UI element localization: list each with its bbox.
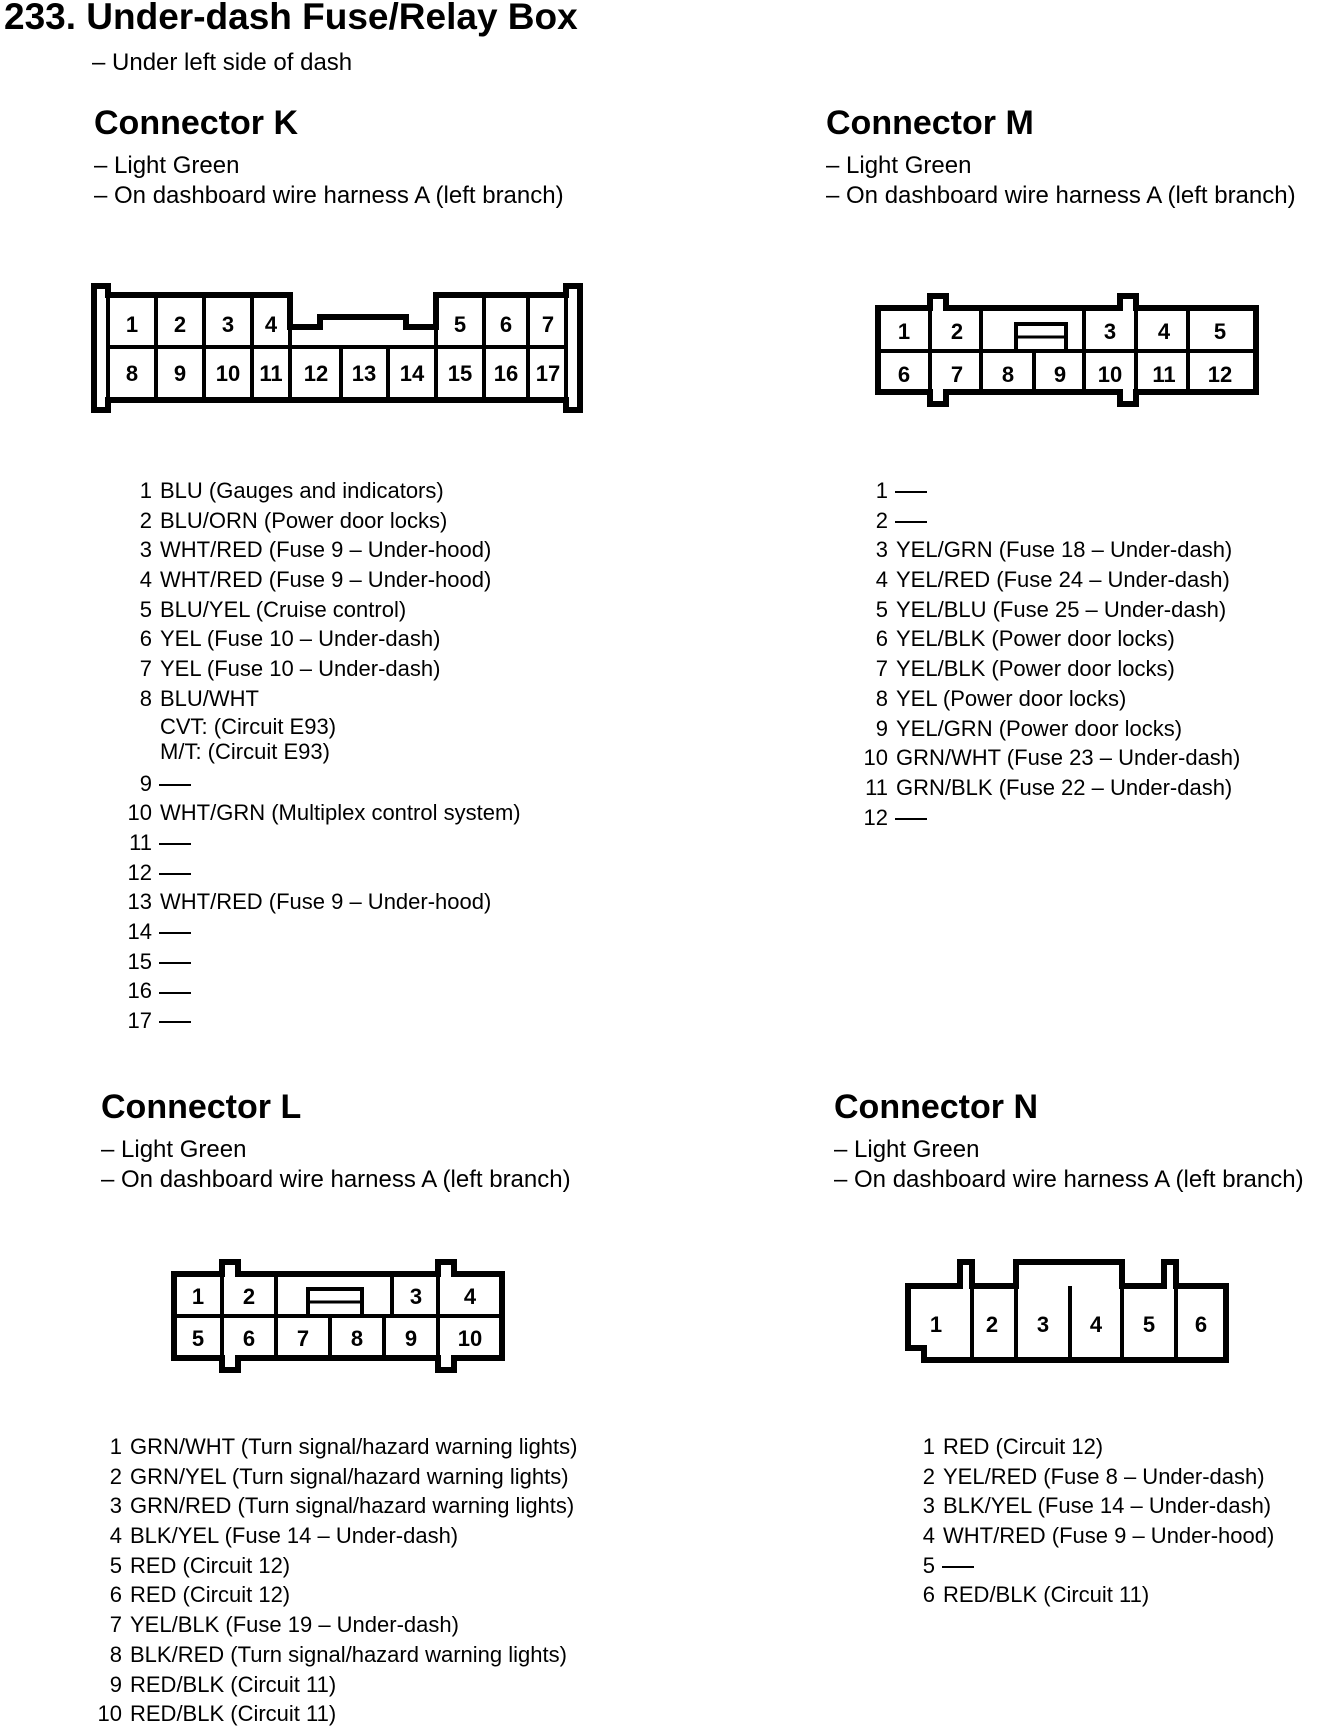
connector-n-cavity-1: 1 xyxy=(929,1312,943,1337)
connector-m-color: – Light Green xyxy=(826,152,972,179)
list-item: 10 WHT/GRN (Multiplex control system) xyxy=(127,800,521,826)
list-item: 3 WHT/RED (Fuse 9 – Under-hood) xyxy=(139,537,492,563)
connector-n-color: – Light Green xyxy=(834,1136,980,1163)
connector-n-face-diagram xyxy=(904,1256,1244,1366)
list-item: 7 YEL/BLK (Power door locks) xyxy=(875,656,1175,682)
page-title: 233. Under-dash Fuse/Relay Box xyxy=(4,0,578,37)
list-item: 9 xyxy=(126,769,521,799)
list-item: 1 RED (Circuit 12) xyxy=(922,1434,1104,1459)
empty-pin-dash xyxy=(159,843,191,845)
connector-n-housing-outline xyxy=(908,1262,1226,1360)
connector-m-cavity-11: 11 xyxy=(1152,362,1176,387)
connector-n-cavity-6: 6 xyxy=(1194,1312,1208,1337)
connector-m-cavity-9: 9 xyxy=(1053,362,1067,387)
connector-l-cavity-8: 8 xyxy=(350,1326,364,1351)
empty-pin-dash xyxy=(159,873,191,875)
connector-k-cavity-12: 12 xyxy=(303,361,329,386)
connector-k-cavity-13: 13 xyxy=(351,361,377,386)
connector-k-cavity-15: 15 xyxy=(447,361,473,386)
list-item: 8 YEL (Power door locks) xyxy=(875,685,1127,711)
list-item: 8 BLU/WHT xyxy=(139,685,259,711)
connector-m-cavity-1: 1 xyxy=(897,319,911,344)
list-item: 3 BLK/YEL (Fuse 14 – Under-dash) xyxy=(922,1493,1272,1519)
empty-pin-dash xyxy=(159,784,191,786)
connector-k-cavity-3: 3 xyxy=(221,312,235,337)
connector-n-cavity-3: 3 xyxy=(1036,1312,1050,1337)
empty-pin-dash xyxy=(895,818,927,820)
list-item: 4 WHT/RED (Fuse 9 – Under-hood) xyxy=(139,567,492,593)
connector-k-cavity-17: 17 xyxy=(535,361,561,386)
list-item: 1 xyxy=(862,476,1240,506)
pin-8-sub-cvt: CVT: (Circuit E93) xyxy=(160,713,337,739)
connector-n-harness: – On dashboard wire harness A (left branch) xyxy=(834,1166,1304,1193)
connector-k-cavity-8: 8 xyxy=(125,361,139,386)
list-item: 5 YEL/BLU (Fuse 25 – Under-dash) xyxy=(875,596,1227,622)
connector-l-cavity-5: 5 xyxy=(191,1326,205,1351)
connector-l-cavity-6: 6 xyxy=(242,1326,256,1351)
connector-m-cavity-2: 2 xyxy=(950,319,964,344)
connector-l-color: – Light Green xyxy=(101,1136,247,1163)
empty-pin-dash xyxy=(942,1566,974,1568)
list-item: 2 YEL/RED (Fuse 8 – Under-dash) xyxy=(922,1463,1265,1489)
list-item: 7 YEL/BLK (Fuse 19 – Under-dash) xyxy=(109,1612,459,1638)
connector-k-cavity-9: 9 xyxy=(173,361,187,386)
connector-k-title: Connector K xyxy=(94,104,298,142)
connector-m-cavity-8: 8 xyxy=(1001,362,1015,387)
list-item: 9 YEL/GRN (Power door locks) xyxy=(875,715,1183,741)
connector-k-cavity-6: 6 xyxy=(499,312,513,337)
connector-k-cavity-14: 14 xyxy=(399,361,425,386)
list-item: 2 xyxy=(862,506,1240,536)
connector-m-cavity-7: 7 xyxy=(950,362,964,387)
connector-m-harness: – On dashboard wire harness A (left branch) xyxy=(826,182,1296,209)
connector-l-cavity-2: 2 xyxy=(242,1284,256,1309)
list-item: 5 xyxy=(911,1551,1274,1581)
connector-l-title: Connector L xyxy=(101,1088,302,1126)
connector-l-cavity-3: 3 xyxy=(409,1284,423,1309)
connector-k-pin-list xyxy=(126,476,521,1036)
list-item: 1 BLU (Gauges and indicators) xyxy=(139,478,444,503)
connector-k-harness: – On dashboard wire harness A (left branch) xyxy=(94,182,564,209)
empty-pin-dash xyxy=(159,962,191,964)
connector-l-cavity-4: 4 xyxy=(463,1284,477,1309)
connector-l-face-diagram xyxy=(168,1256,508,1376)
list-item: 11 xyxy=(126,828,521,858)
list-item: 10 RED/BLK (Circuit 11) xyxy=(97,1701,337,1727)
empty-pin-dash xyxy=(159,932,191,934)
connector-k-color: – Light Green xyxy=(94,152,240,179)
empty-pin-dash xyxy=(159,992,191,994)
list-item: 7 YEL (Fuse 10 – Under-dash) xyxy=(139,656,441,682)
connector-k-face-diagram xyxy=(88,280,588,420)
list-item: 14 xyxy=(126,917,521,947)
list-item: 12 xyxy=(862,803,1240,833)
list-item: 15 xyxy=(126,947,521,977)
connector-k-cavity-11: 11 xyxy=(259,361,283,386)
list-item: 11 GRN/BLK (Fuse 22 – Under-dash) xyxy=(865,774,1233,800)
connector-l-pin-list xyxy=(92,1432,577,1729)
empty-pin-dash xyxy=(159,1021,191,1023)
connector-m-pin-list xyxy=(862,476,1240,832)
empty-pin-dash xyxy=(895,521,927,523)
list-item: 2 GRN/YEL (Turn signal/hazard warning lights) xyxy=(109,1463,569,1489)
connector-l-cavity-9: 9 xyxy=(404,1326,418,1351)
connector-k-cavity-1: 1 xyxy=(125,312,139,337)
list-item: 17 xyxy=(126,1006,521,1036)
connector-m-cavity-4: 4 xyxy=(1157,319,1171,344)
list-item: 9 RED/BLK (Circuit 11) xyxy=(109,1671,337,1697)
page-location: – Under left side of dash xyxy=(92,49,353,76)
connector-l-harness: – On dashboard wire harness A (left branch) xyxy=(101,1166,571,1193)
list-item: 6 RED (Circuit 12) xyxy=(109,1582,291,1608)
connector-m-title: Connector M xyxy=(826,104,1034,142)
list-item: 6 YEL (Fuse 10 – Under-dash) xyxy=(139,626,441,652)
connector-n-cavity-5: 5 xyxy=(1142,1312,1156,1337)
connector-m-cavity-5: 5 xyxy=(1213,319,1227,344)
list-item: 10 GRN/WHT (Fuse 23 – Under-dash) xyxy=(863,745,1241,771)
connector-k-cavity-2: 2 xyxy=(173,312,187,337)
connector-n-cavity-2: 2 xyxy=(985,1312,999,1337)
connector-m-face-diagram xyxy=(874,290,1264,410)
connector-m-cavity-3: 3 xyxy=(1103,319,1117,344)
list-item: 5 BLU/YEL (Cruise control) xyxy=(139,596,407,622)
connector-k-cavity-4: 4 xyxy=(264,312,278,337)
pin-8-sub-mt: M/T: (Circuit E93) xyxy=(160,738,330,764)
empty-pin-dash xyxy=(895,491,927,493)
connector-k-cavity-10: 10 xyxy=(215,361,241,386)
list-item: 5 RED (Circuit 12) xyxy=(109,1552,291,1578)
list-item: 13 WHT/RED (Fuse 9 – Under-hood) xyxy=(127,889,492,915)
list-item: 3 YEL/GRN (Fuse 18 – Under-dash) xyxy=(875,537,1233,563)
connector-l-cavity-7: 7 xyxy=(296,1326,310,1351)
connector-k-cavity-7: 7 xyxy=(541,312,555,337)
connector-m-cavity-6: 6 xyxy=(897,362,911,387)
connector-l-cavity-1: 1 xyxy=(191,1284,205,1309)
connector-n-cavity-4: 4 xyxy=(1089,1312,1103,1337)
list-item: 6 RED/BLK (Circuit 11) xyxy=(922,1582,1150,1608)
list-item: 3 GRN/RED (Turn signal/hazard warning lights) xyxy=(109,1493,575,1519)
list-item: 16 xyxy=(126,976,521,1006)
connector-m-cavity-12: 12 xyxy=(1207,362,1233,387)
connector-l-cavity-10: 10 xyxy=(457,1326,483,1351)
connector-k-cavity-5: 5 xyxy=(453,312,467,337)
connector-m-cavity-10: 10 xyxy=(1097,362,1123,387)
list-item: 12 xyxy=(126,858,521,888)
list-item: 2 BLU/ORN (Power door locks) xyxy=(139,507,448,533)
list-item: 4 YEL/RED (Fuse 24 – Under-dash) xyxy=(875,567,1230,593)
list-item: 6 YEL/BLK (Power door locks) xyxy=(875,626,1175,652)
connector-n-title: Connector N xyxy=(834,1088,1038,1126)
list-item: 8 BLK/RED (Turn signal/hazard warning lights) xyxy=(109,1641,567,1667)
list-item: 4 BLK/YEL (Fuse 14 – Under-dash) xyxy=(109,1523,459,1549)
connector-k-cavity-16: 16 xyxy=(493,361,519,386)
connector-n-pin-list xyxy=(911,1432,1274,1610)
list-item: 4 WHT/RED (Fuse 9 – Under-hood) xyxy=(922,1523,1275,1549)
list-item: 1 GRN/WHT (Turn signal/hazard warning lights) xyxy=(109,1434,578,1459)
